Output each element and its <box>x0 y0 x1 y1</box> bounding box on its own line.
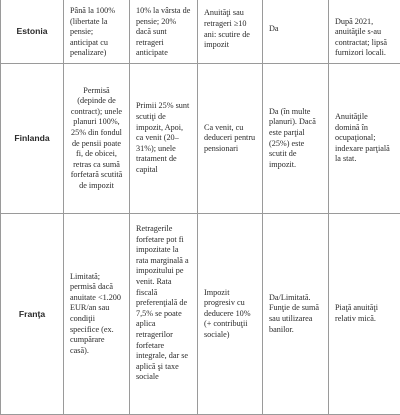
table-cell: Piaţă anuităţi relativ mică. <box>329 214 400 415</box>
country-cell-estonia: Estonia <box>1 0 64 64</box>
table-cell: Anuităţile domină în ocupaţional; indexare parţială la stat. <box>329 64 400 214</box>
table-cell: Permisă (depinde de contract); unele planuri 100%, 25% din fondul de pensii poate fi, de obicei, retras ca sumă forfetară scutită de impozit <box>64 64 130 214</box>
table-cell: Da (în multe planuri). Dacă este parţial (25%) este scutit de impozit. <box>263 64 329 214</box>
table-cell: Până la 100% (libertate la pensie; anticipat cu penalizare) <box>64 0 130 64</box>
country-cell-franta: Franţa <box>1 214 64 415</box>
table-cell: Retragerile forfetare pot fi impozitate la rata marginală a impozitului pe venit. Rata fiscală preferenţială de 7,5% se poate aplica retragerilor forfetare integrale, dar se aplică şi taxe sociale <box>130 214 198 415</box>
table-cell: Ca venit, cu deduceri pentru pensionari <box>198 64 263 214</box>
table-cell: 10% la vârsta de pensie; 20% dacă sunt retrageri anticipate <box>130 0 198 64</box>
table-cell: Da/Limitată. Funţie de sumă sau utilizarea banilor. <box>263 214 329 415</box>
table-cell: Anuităţi sau retrageri ≥10 ani: scutire de impozit <box>198 0 263 64</box>
table-cell: Primii 25% sunt scutiţi de impozit, Apoi, ca venit (20–31%); unele tratament de capital <box>130 64 198 214</box>
table-cell: Da <box>263 0 329 64</box>
table-cell: Impozit progresiv cu deducere 10% (+ contribuţii sociale) <box>198 214 263 415</box>
table-cell: Limitată; permisă dacă anuitate <1.200 EUR/an sau condiţii specifice (ex. cumpărare casă). <box>64 214 130 415</box>
table-cell: După 2021, anuităţile s-au contractat; lipsă furnizori locali. <box>329 0 400 64</box>
country-cell-finlanda: Finlanda <box>1 64 64 214</box>
